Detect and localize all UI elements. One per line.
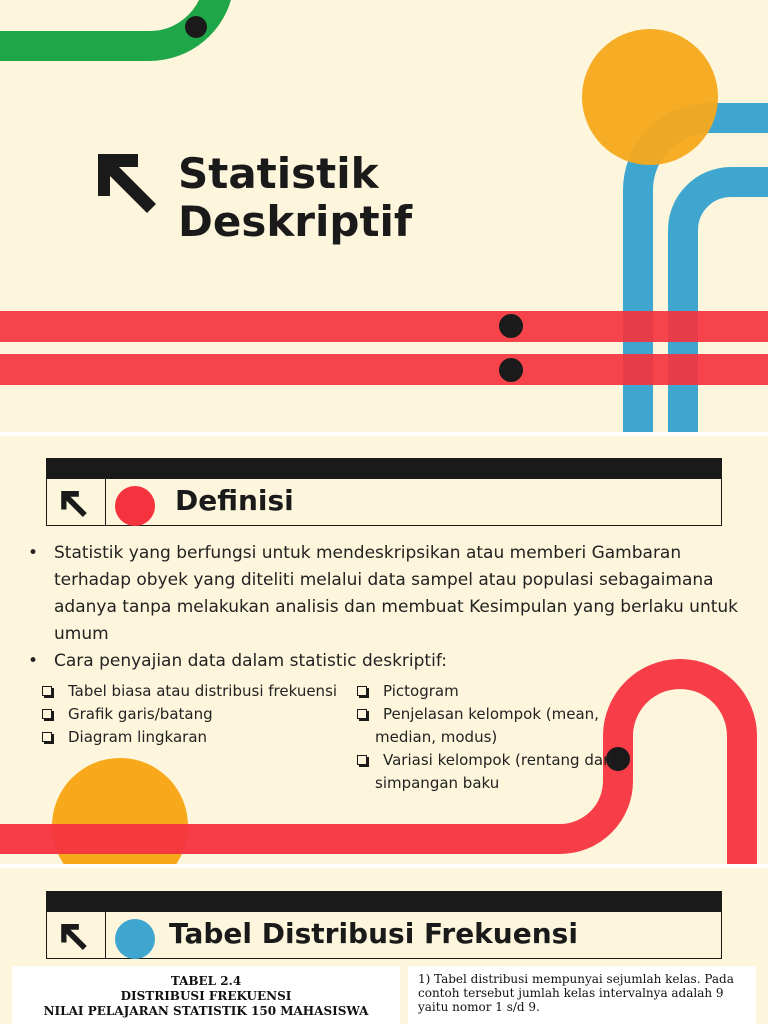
blue-dot bbox=[115, 919, 155, 959]
definition-slide bbox=[0, 436, 768, 864]
checkbox-icon bbox=[357, 709, 367, 719]
red-dot bbox=[115, 486, 155, 526]
table-caption bbox=[12, 966, 400, 1024]
caption-line: DISTRIBUSI FREKUENSI bbox=[120, 989, 292, 1003]
table-note bbox=[408, 966, 756, 1024]
slide-title bbox=[178, 150, 412, 246]
checkbox-icon bbox=[42, 686, 52, 696]
checkbox-icon bbox=[42, 709, 52, 719]
section-header bbox=[46, 891, 722, 959]
arrow-up-left-icon bbox=[61, 491, 87, 521]
list-item-label: Grafik garis/batang bbox=[68, 705, 213, 723]
checkbox-icon bbox=[357, 755, 367, 765]
checkbox-icon bbox=[357, 686, 367, 696]
title-line-2: Deskriptif bbox=[178, 197, 413, 246]
list-item bbox=[40, 726, 360, 749]
green-track-dot bbox=[185, 16, 207, 38]
list-item-label: Diagram lingkaran bbox=[68, 728, 208, 746]
bullet-item: • Statistik yang berfungsi untuk mendeskripsikan atau memberi Gambaran terhadap obyek yang diteliti melalui data sampel atau populasi sebagaimana adanya tanpa melakukan analisis dan membuat Kesimpulan yang berlaku untuk umum bbox=[28, 540, 748, 648]
caption-line: TABEL 2.4 bbox=[170, 974, 242, 988]
checkbox-icon bbox=[42, 732, 52, 742]
list-item-label: Pictogram bbox=[383, 682, 459, 700]
frequency-table-slide bbox=[0, 868, 768, 1024]
list-item-label: Variasi kelompok (rentang dan simpangan baku bbox=[375, 751, 613, 792]
list-item bbox=[355, 680, 615, 703]
list-item bbox=[355, 703, 615, 749]
list-item-label: Penjelasan kelompok (mean, median, modus) bbox=[375, 705, 599, 746]
section-title: Definisi bbox=[175, 484, 294, 517]
list-item bbox=[355, 749, 615, 795]
presentation-list-left bbox=[40, 680, 360, 749]
red-stripe-2 bbox=[0, 354, 768, 385]
red-stripe-1 bbox=[0, 311, 768, 342]
blue-track-inner bbox=[683, 182, 768, 432]
list-item bbox=[40, 680, 360, 703]
section-title: Tabel Distribusi Frekuensi bbox=[169, 917, 578, 950]
bullet-item: • Cara penyajian data dalam statistic deskriptif: bbox=[28, 648, 748, 675]
title-line-1: Statistik bbox=[178, 149, 379, 198]
title-slide bbox=[0, 0, 768, 432]
header-bar bbox=[47, 459, 721, 479]
presentation-list-right bbox=[355, 680, 615, 795]
header-bar bbox=[47, 892, 721, 912]
header-divider bbox=[105, 479, 106, 525]
stripe-dot-2 bbox=[499, 358, 523, 382]
list-item bbox=[40, 703, 360, 726]
header-divider bbox=[105, 912, 106, 958]
section-header bbox=[46, 458, 722, 526]
stripe-dot-1 bbox=[499, 314, 523, 338]
arrow-up-left-icon bbox=[61, 924, 87, 954]
green-track bbox=[0, 0, 218, 46]
note-text: Tabel distribusi mempunyai sejumlah kelas. Pada contoh tersebut jumlah kelas intervalnya adalah 9 yaitu nomor 1 s/d 9. bbox=[418, 972, 734, 1014]
definition-bullets bbox=[28, 540, 748, 675]
arrow-up-left-icon bbox=[98, 154, 156, 213]
caption-line: NILAI PELAJARAN STATISTIK 150 MAHASISWA bbox=[43, 1004, 369, 1018]
note-number: 1) bbox=[418, 972, 431, 986]
orange-circle bbox=[582, 29, 718, 165]
list-item-label: Tabel biasa atau distribusi frekuensi bbox=[68, 682, 338, 700]
